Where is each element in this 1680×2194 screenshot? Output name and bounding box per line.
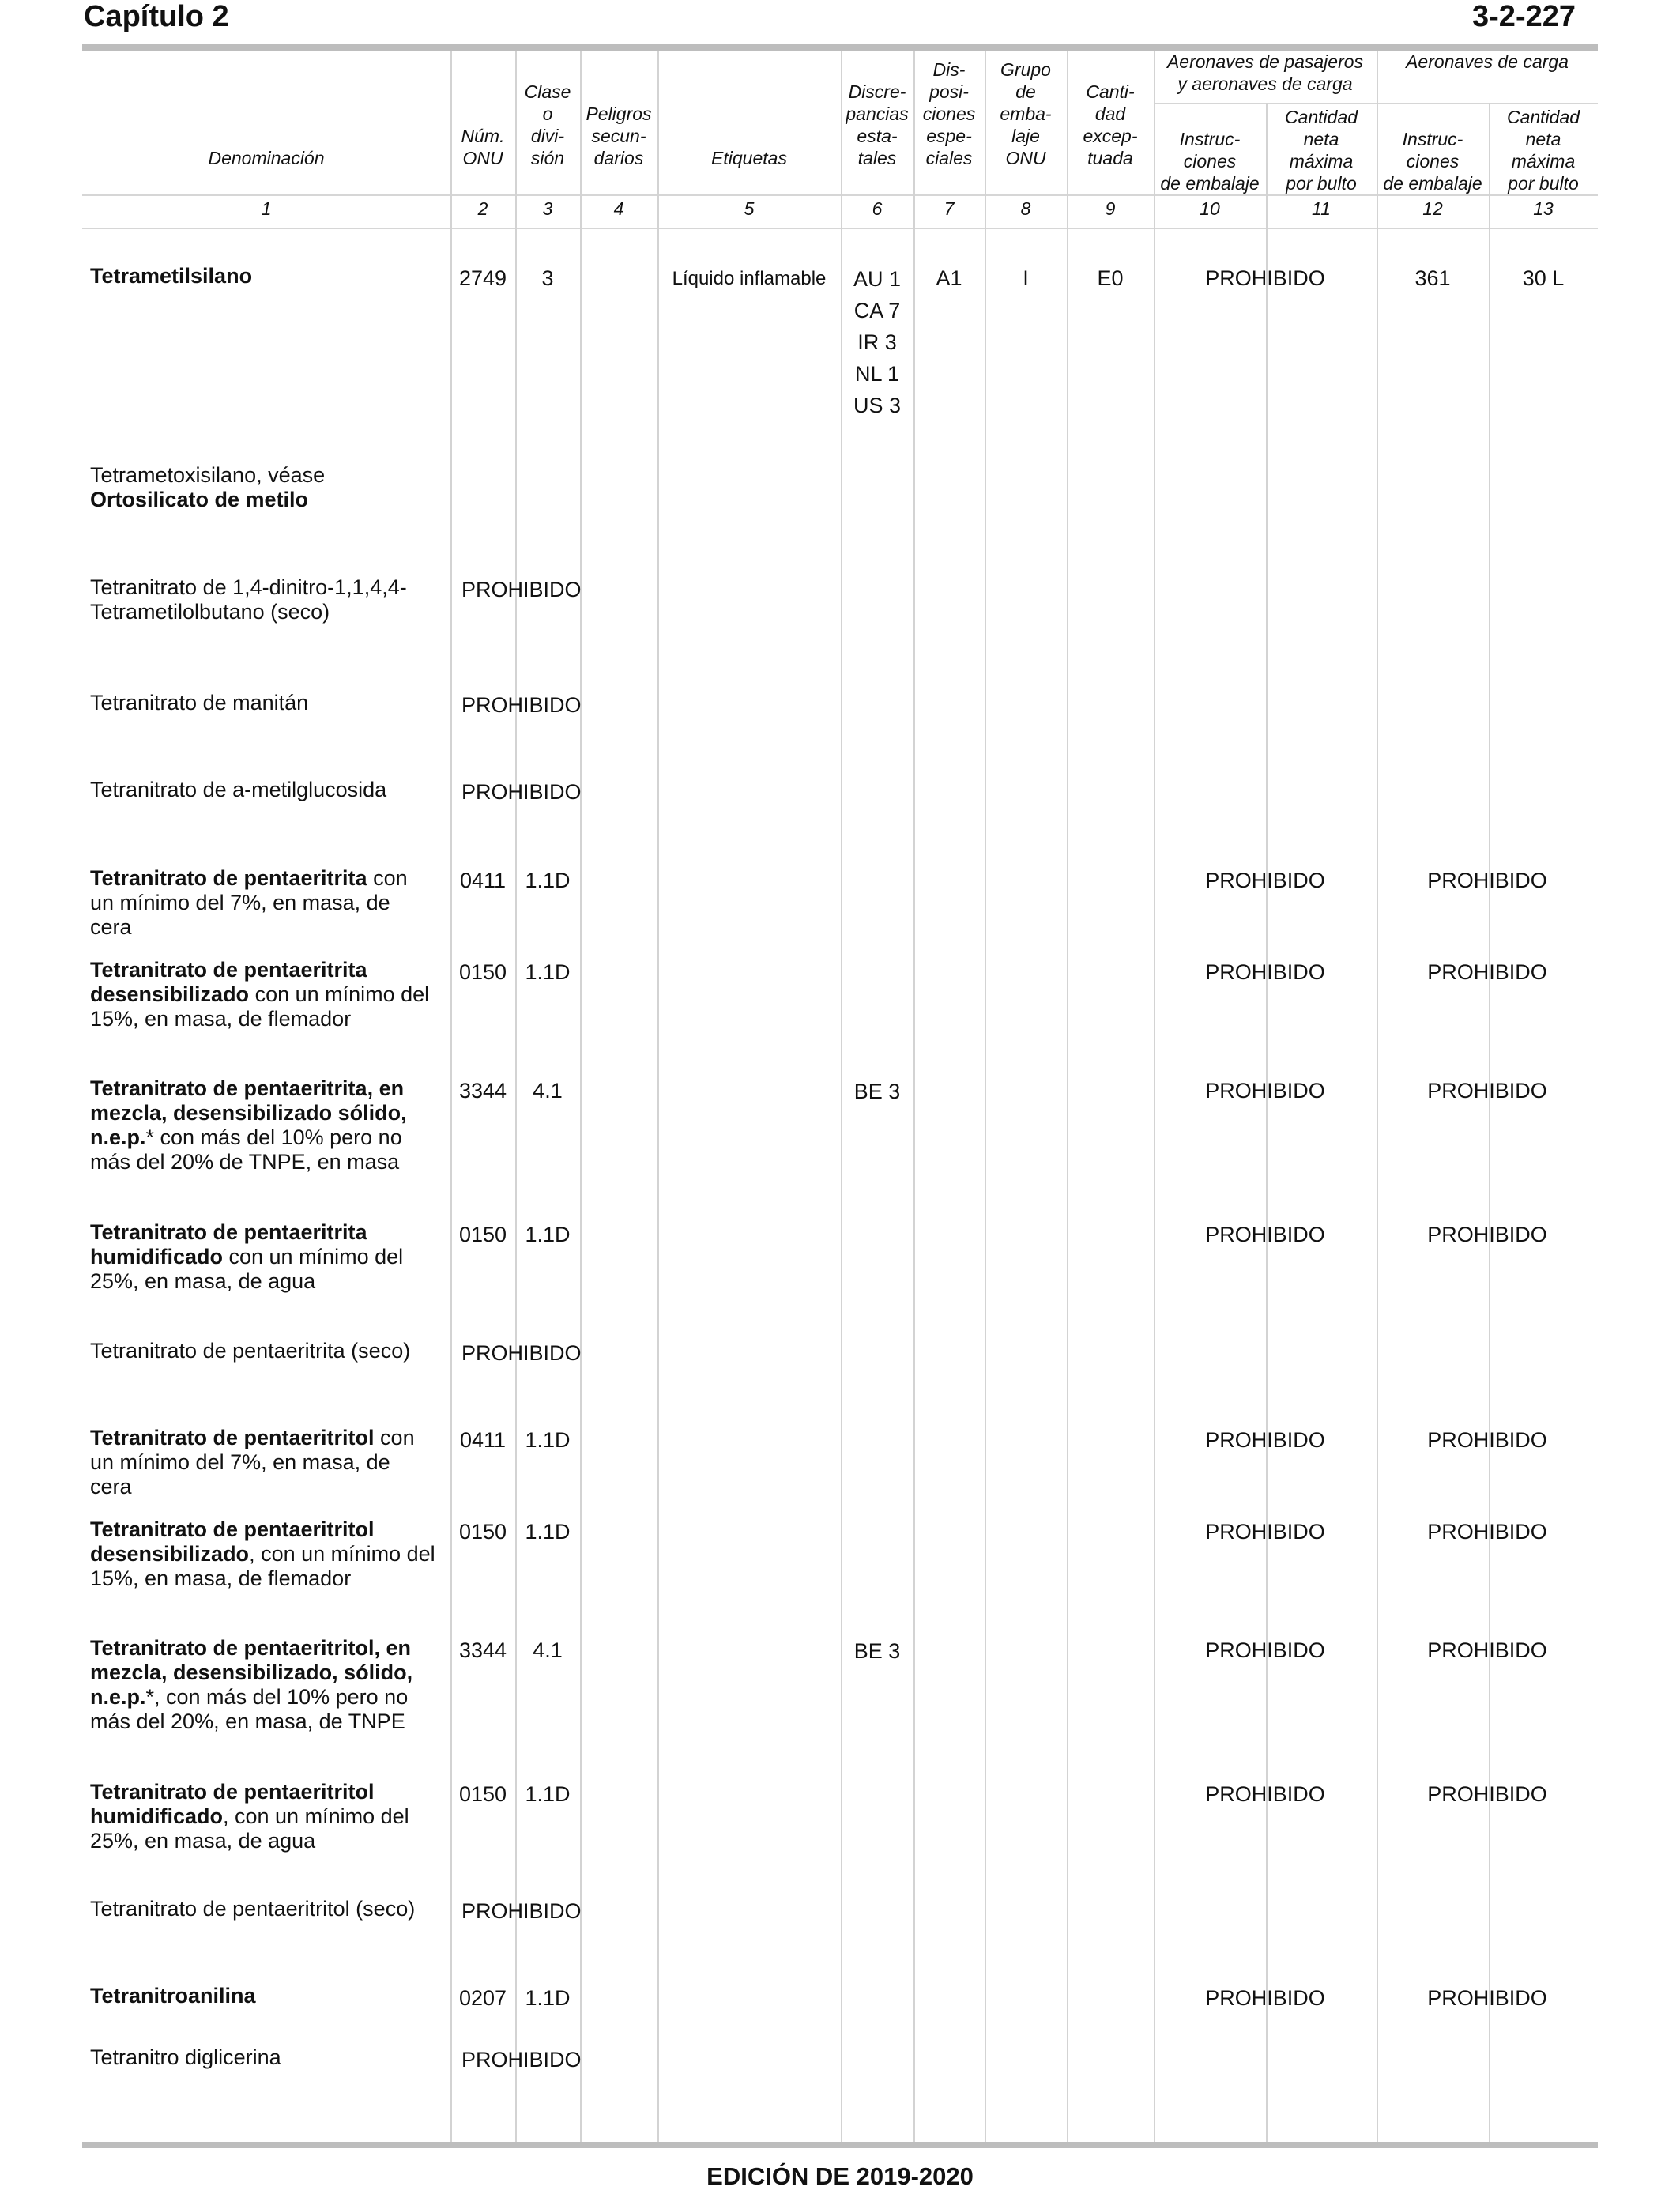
special-provisions: A1 xyxy=(936,266,962,290)
column-line xyxy=(1489,103,1490,2142)
col-header-onu: Núm. ONU xyxy=(461,126,505,168)
denomination-reference: Ortosilicato de metilo xyxy=(90,488,309,511)
class-division: 1.1D xyxy=(525,1986,571,2010)
class-division: 1.1D xyxy=(525,869,571,892)
onu-number: 0150 xyxy=(458,1782,507,1806)
column-line xyxy=(657,51,659,2142)
denomination-bold: Tetranitrato de pentaeritrita xyxy=(90,866,367,890)
col-header-peligros: Peligros secun- darios xyxy=(586,104,652,168)
row-denomination xyxy=(90,463,454,512)
chapter-title: Capítulo 2 xyxy=(84,0,229,33)
denomination-text: Tetranitrato de pentaeritritol (seco) xyxy=(90,1897,416,1921)
onu-number: 0207 xyxy=(458,1986,507,2010)
row-denomination xyxy=(90,264,454,288)
denomination-text: con un mínimo del 15%, en masa, de flemador xyxy=(90,982,430,1031)
denomination-bold: Tetranitrato de pentaeritrita desensibilizado xyxy=(90,958,367,1006)
passenger-aircraft-status: PROHIBIDO xyxy=(1205,1079,1325,1103)
passenger-aircraft-status: PROHIBIDO xyxy=(1205,1223,1325,1246)
row-denomination xyxy=(90,1426,454,1499)
edition-footer: EDICIÓN DE 2019-2020 xyxy=(706,2162,974,2190)
col-header-cantidad-11: Cantidad neta máxima por bulto xyxy=(1284,107,1358,194)
denomination-bold: Tetranitrato de pentaeritrita humidificado xyxy=(90,1220,367,1269)
denomination-text: con un mínimo del 25%, en masa, de agua xyxy=(90,1245,404,1293)
onu-number: 2749 xyxy=(458,266,507,290)
column-number: 5 xyxy=(744,198,755,219)
col-header-discrepancias: Discre- pancias esta- tales xyxy=(846,81,909,168)
denomination-bold: Tetranitrato de pentaeritritol, en mezcla, desensibilizado, sólido, n.e.p. xyxy=(90,1636,413,1709)
row-denomination xyxy=(90,866,454,940)
cargo-aircraft-status: PROHIBIDO xyxy=(1427,960,1547,984)
bottom-rule xyxy=(82,2142,1598,2148)
row-denomination xyxy=(90,778,454,802)
label-text: Líquido inflamable xyxy=(672,268,827,289)
cargo-aircraft-status: PROHIBIDO xyxy=(1427,1782,1547,1806)
onu-number: 3344 xyxy=(458,1638,507,1662)
denomination-text: *, con más del 10% pero no más del 20%, en masa, de TNPE xyxy=(90,1685,409,1733)
passenger-aircraft-status: PROHIBIDO xyxy=(1205,1638,1325,1662)
col-header-clase: Clase o divi- sión xyxy=(524,81,571,168)
column-line xyxy=(913,51,915,2142)
col-header-etiquetas: Etiquetas xyxy=(711,148,787,168)
column-number: 10 xyxy=(1200,198,1220,219)
row-denomination xyxy=(90,1984,454,2008)
row-denomination xyxy=(90,1339,454,1363)
denomination-text: * con más del 10% pero no más del 20% de TNPE, en masa xyxy=(90,1125,402,1174)
onu-number: 0411 xyxy=(459,1428,507,1452)
denomination-text: Tetranitro diglicerina xyxy=(90,2045,281,2069)
onu-number: 0150 xyxy=(458,960,507,984)
cargo-max-quantity: 30 L xyxy=(1522,266,1565,290)
denomination-text: , con un mínimo del 25%, en masa, de agua xyxy=(90,1804,409,1853)
passenger-aircraft-status: PROHIBIDO xyxy=(1205,1782,1325,1806)
row-denomination xyxy=(90,575,454,624)
denomination-bold: Tetranitrato de pentaeritrita, en mezcla, desensibilizado sólido, n.e.p. xyxy=(90,1076,407,1149)
class-division: 1.1D xyxy=(525,1428,571,1452)
denomination-text: Tetranitrato de a-metilglucosida xyxy=(90,778,387,801)
row-denomination xyxy=(90,1780,454,1853)
row-denomination xyxy=(90,1220,454,1294)
header-rule xyxy=(82,194,1598,196)
denomination-text: , con un mínimo del 15%, en masa, de flemador xyxy=(90,1542,435,1590)
denomination-bold: Tetranitroanilina xyxy=(90,1984,256,2007)
prohibido-label: PROHIBIDO xyxy=(461,1899,582,1923)
row-denomination xyxy=(90,2045,454,2070)
cargo-packing-instruction: 361 xyxy=(1414,266,1451,290)
denomination-bold: Tetranitrato de pentaeritritol xyxy=(90,1426,375,1449)
denomination-text: con un mínimo del 7%, en masa, de cera xyxy=(90,1426,415,1498)
cargo-aircraft-status: PROHIBIDO xyxy=(1427,1428,1547,1452)
class-division: 1.1D xyxy=(525,1520,571,1544)
excepted-quantity: E0 xyxy=(1097,266,1124,290)
row-denomination xyxy=(90,1076,454,1174)
prohibido-label: PROHIBIDO xyxy=(461,780,582,804)
passenger-aircraft-status: PROHIBIDO xyxy=(1205,960,1325,984)
class-division: 1.1D xyxy=(525,1782,571,1806)
colnum-rule xyxy=(82,228,1598,229)
class-division: 3 xyxy=(541,266,554,290)
column-number: 6 xyxy=(872,198,883,219)
cargo-aircraft-status: PROHIBIDO xyxy=(1427,869,1547,892)
cargo-aircraft-status: PROHIBIDO xyxy=(1427,1079,1547,1103)
cargo-aircraft-status: PROHIBIDO xyxy=(1427,1638,1547,1662)
onu-number: 0411 xyxy=(459,869,507,892)
column-number: 12 xyxy=(1422,198,1443,219)
cargo-aircraft-status: PROHIBIDO xyxy=(1427,1986,1547,2010)
row-denomination xyxy=(90,1897,454,1921)
prohibido-label: PROHIBIDO xyxy=(461,1341,582,1365)
passenger-aircraft-status: PROHIBIDO xyxy=(1205,1520,1325,1544)
passenger-aircraft-status: PROHIBIDO xyxy=(1205,869,1325,892)
state-variations: BE 3 xyxy=(853,1639,901,1663)
denomination-bold: Tetranitrato de pentaeritritol desensibilizado xyxy=(90,1517,375,1566)
column-number: 9 xyxy=(1105,198,1116,219)
col-header-pasajeros-group: Aeronaves de pasajeros y aeronaves de carga xyxy=(1166,51,1364,94)
class-division: 1.1D xyxy=(525,1223,571,1246)
onu-number: 3344 xyxy=(458,1079,507,1103)
denomination-bold: Tetrametilsilano xyxy=(90,264,253,288)
col-header-carga-group: Aeronaves de carga xyxy=(1406,51,1569,72)
row-denomination xyxy=(90,1636,454,1734)
denomination-bold: Tetranitrato de pentaeritritol humidificado xyxy=(90,1780,375,1828)
col-header-denominacion: Denominación xyxy=(208,148,325,168)
onu-number: 0150 xyxy=(458,1223,507,1246)
passenger-aircraft-status: PROHIBIDO xyxy=(1205,1428,1325,1452)
row-denomination xyxy=(90,1517,454,1591)
column-line xyxy=(1067,51,1068,2142)
column-number: 8 xyxy=(1020,198,1031,219)
column-number: 11 xyxy=(1312,198,1331,219)
col-header-cantidad-exceptuada: Canti- dad excep- tuada xyxy=(1083,81,1138,168)
row-denomination xyxy=(90,958,454,1031)
column-line xyxy=(1266,103,1268,2142)
column-number: 7 xyxy=(944,198,955,219)
denomination-text: Tetranitrato de pentaeritrita (seco) xyxy=(90,1339,411,1363)
subheader-rule xyxy=(1154,103,1598,104)
col-header-instrucciones-12: Instruc- ciones de embalaje xyxy=(1383,129,1482,194)
denomination-text: con un mínimo del 7%, en masa, de cera xyxy=(90,866,408,939)
column-number: 1 xyxy=(261,198,272,219)
col-header-disposiciones: Dis- posi- ciones espe- ciales xyxy=(922,59,976,168)
packing-group: I xyxy=(1023,266,1029,290)
col-header-grupo: Grupo de emba- laje ONU xyxy=(1000,59,1052,168)
prohibido-label: PROHIBIDO xyxy=(461,693,582,717)
page-number: 3-2-227 xyxy=(1472,0,1576,33)
state-variations: AU 1 CA 7 IR 3 NL 1 US 3 xyxy=(853,267,902,417)
onu-number: 0150 xyxy=(458,1520,507,1544)
denomination-text: Tetrametoxisilano, véase xyxy=(90,463,326,487)
prohibido-label: PROHIBIDO xyxy=(461,2048,582,2071)
denomination-text: Tetranitrato de 1,4-dinitro-1,1,4,4- Tetrametilolbutano (seco) xyxy=(90,575,407,624)
column-number: 4 xyxy=(613,198,624,219)
class-division: 4.1 xyxy=(533,1079,563,1103)
denomination-text: Tetranitrato de manitán xyxy=(90,691,309,714)
col-header-instrucciones-10: Instruc- ciones de embalaje xyxy=(1160,129,1260,194)
row-denomination xyxy=(90,691,454,715)
class-division: 4.1 xyxy=(533,1638,563,1662)
column-number: 13 xyxy=(1533,198,1554,219)
cargo-aircraft-status: PROHIBIDO xyxy=(1427,1223,1547,1246)
passenger-aircraft-status: PROHIBIDO xyxy=(1205,266,1325,290)
column-line xyxy=(985,51,986,2142)
class-division: 1.1D xyxy=(525,960,571,984)
prohibido-label: PROHIBIDO xyxy=(461,578,582,601)
col-header-cantidad-13: Cantidad neta máxima por bulto xyxy=(1506,107,1580,194)
column-line xyxy=(580,51,582,2142)
top-rule xyxy=(82,44,1598,51)
state-variations: BE 3 xyxy=(853,1080,901,1103)
column-number: 2 xyxy=(477,198,488,219)
passenger-aircraft-status: PROHIBIDO xyxy=(1205,1986,1325,2010)
cargo-aircraft-status: PROHIBIDO xyxy=(1427,1520,1547,1544)
column-number: 3 xyxy=(542,198,553,219)
